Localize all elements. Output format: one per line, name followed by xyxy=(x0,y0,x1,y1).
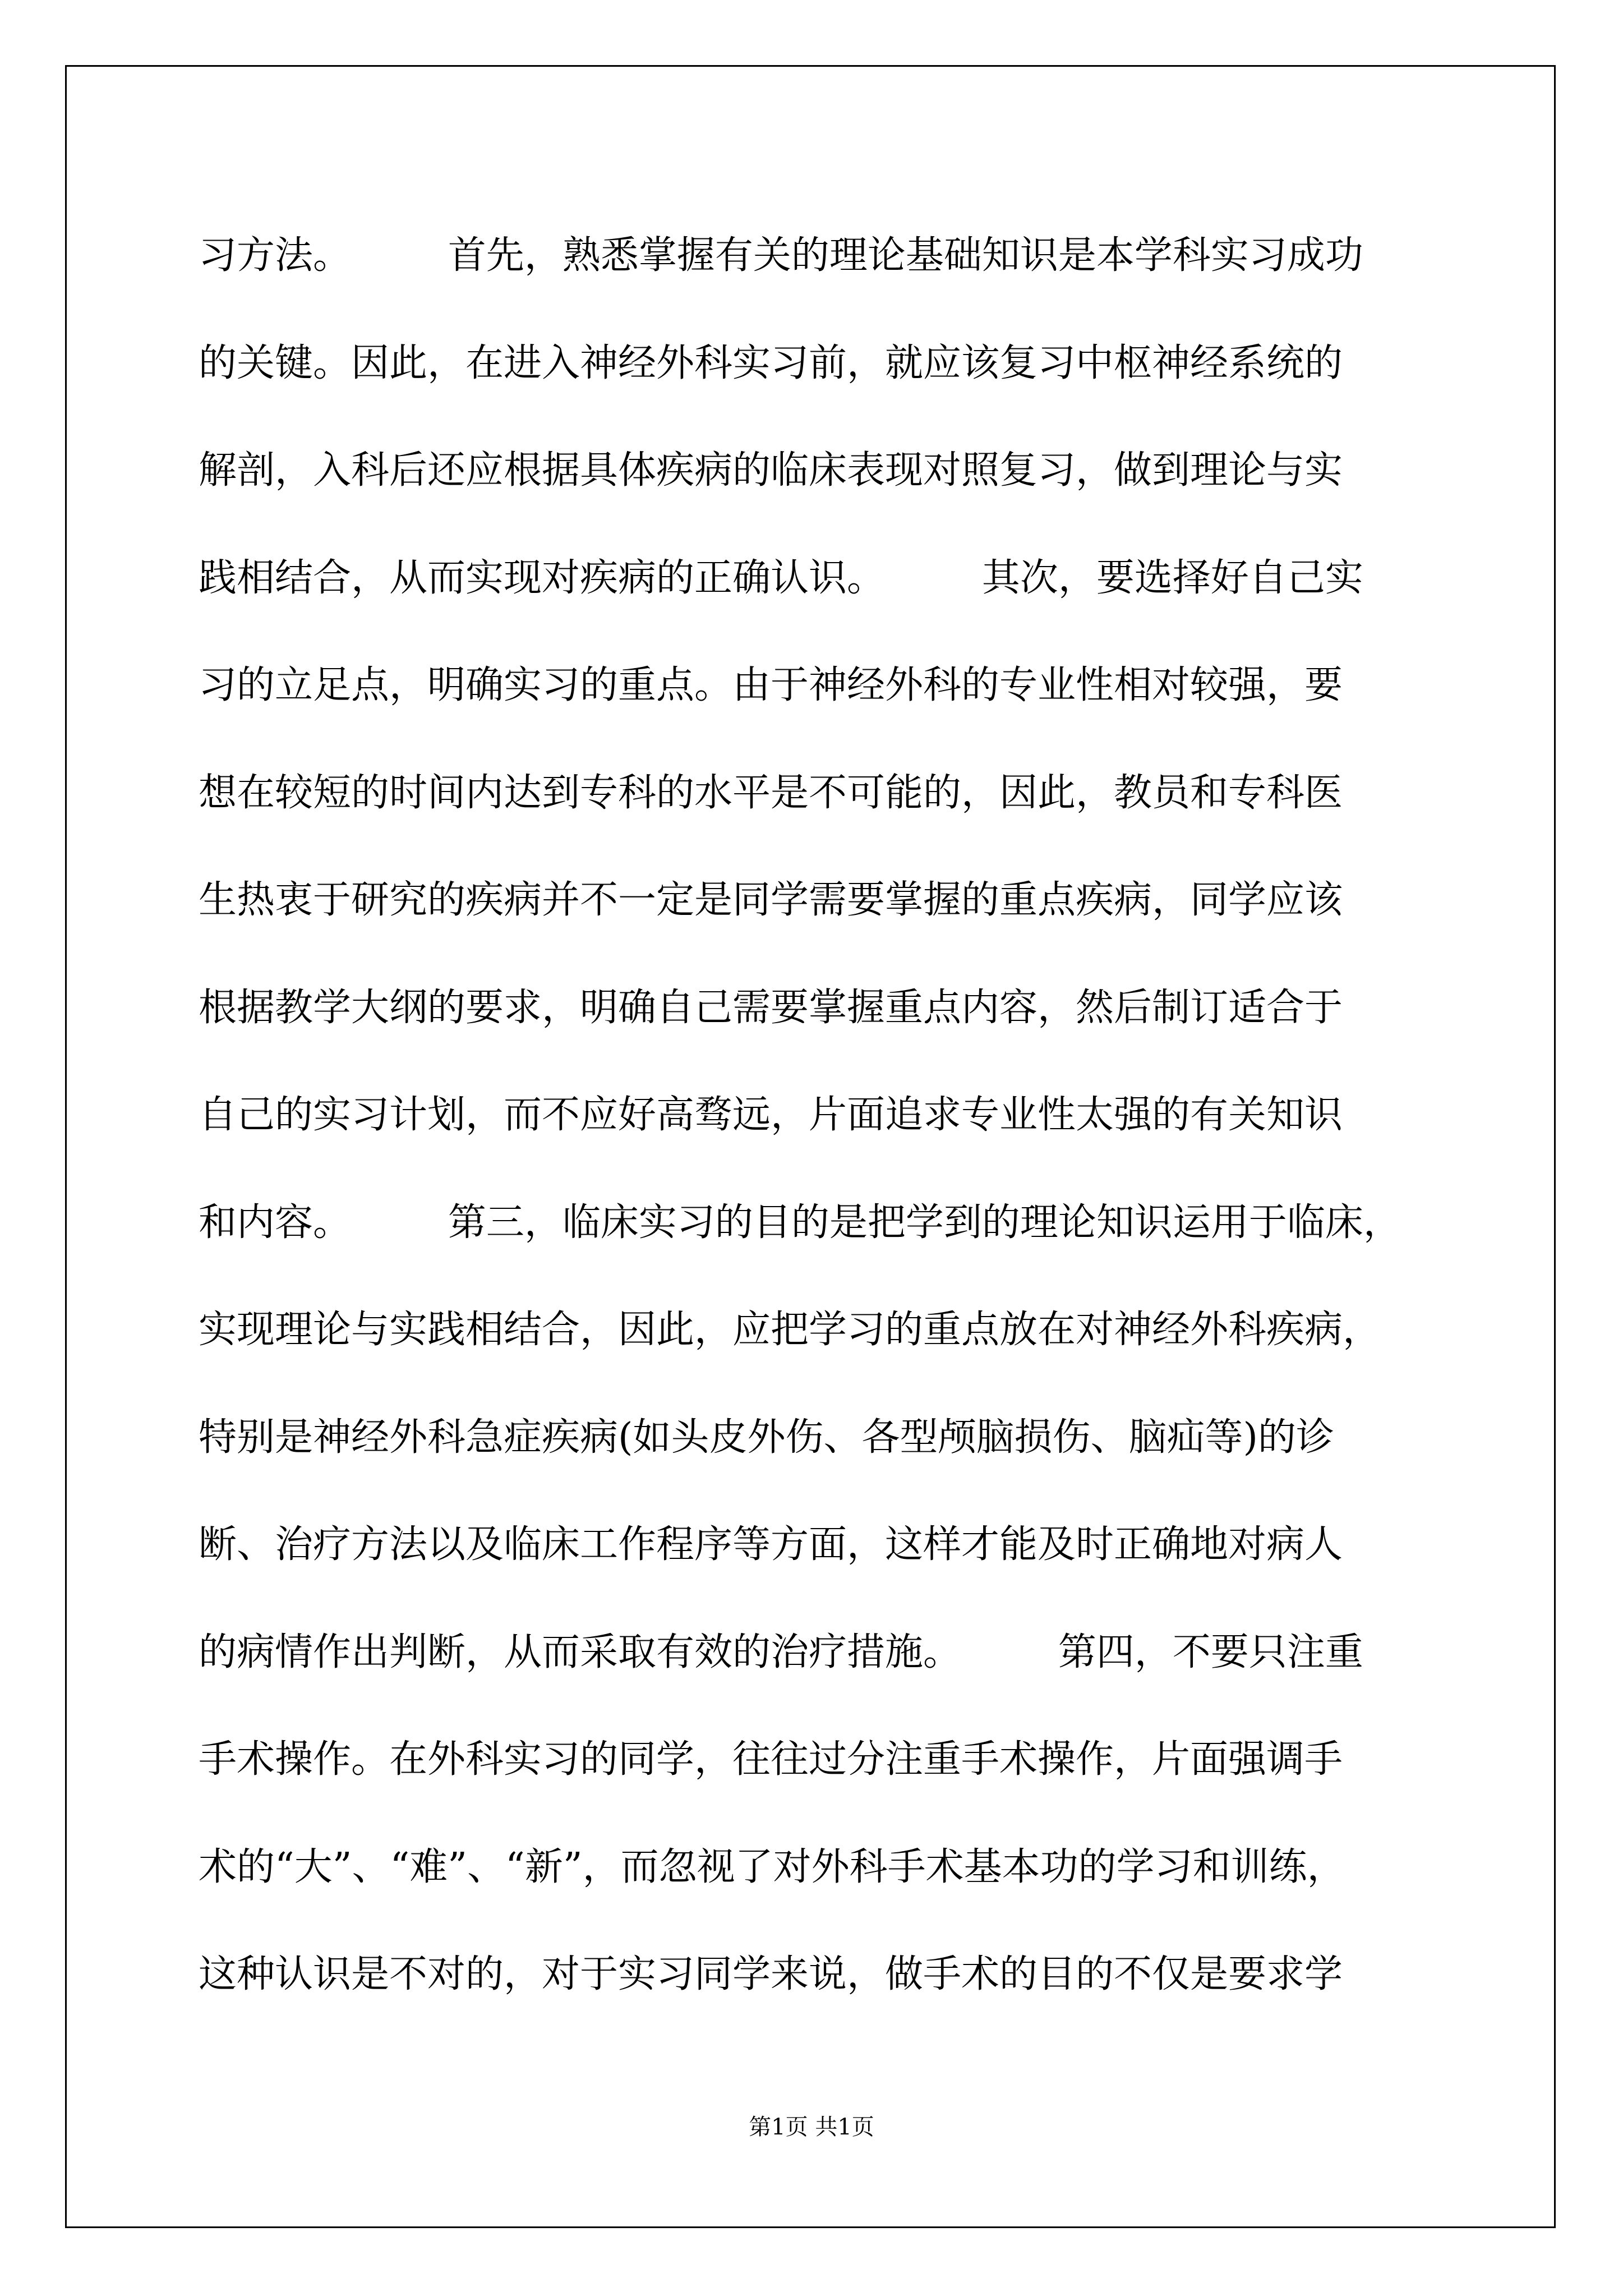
text-line: 生热衷于研究的疾病并不一定是同学需要掌握的重点疾病，同学应该 xyxy=(199,878,1343,922)
text-line: 的关键。因此，在进入神经外科实习前，就应该复习中枢神经系统的 xyxy=(199,341,1343,385)
text-line: 实现理论与实践相结合，因此，应把学习的重点放在对神经外科疾病， xyxy=(199,1308,1381,1352)
text-line: 和内容。 第三，临床实习的目的是把学到的理论知识运用于临床， xyxy=(199,1200,1401,1245)
text-line: 特别是神经外科急症疾病(如头皮外伤、各型颅脑损伤、脑疝等)的诊 xyxy=(199,1415,1335,1460)
text-line: 践相结合，从而实现对疾病的正确认识。 其次，要选择好自己实 xyxy=(199,555,1363,600)
text-line: 解剖，入科后还应根据具体疾病的临床表现对照复习，做到理论与实 xyxy=(199,448,1343,493)
text-line: 术的“大”、“难”、“新”，而忽视了对外科手术基本功的学习和训练， xyxy=(199,1844,1345,1889)
text-line: 习方法。 首先，熟悉掌握有关的理论基础知识是本学科实习成功 xyxy=(199,233,1363,278)
text-line: 自己的实习计划，而不应好高骛远，片面追求专业性太强的有关知识 xyxy=(199,1093,1343,1137)
page-footer xyxy=(0,2110,1623,2144)
text-line: 习的立足点，明确实习的重点。由于神经外科的专业性相对较强，要 xyxy=(199,663,1343,707)
text-line: 手术操作。在外科实习的同学，往往过分注重手术操作，片面强调手 xyxy=(199,1737,1343,1782)
text-line: 想在较短的时间内达到专科的水平是不可能的，因此，教员和专科医 xyxy=(199,770,1343,815)
body-text xyxy=(199,202,1432,2028)
text-line: 根据教学大纲的要求，明确自己需要掌握重点内容，然后制订适合于 xyxy=(199,985,1343,1030)
page-number-label: 第1页 共1页 xyxy=(749,2114,874,2140)
text-line: 这种认识是不对的，对于实习同学来说，做手术的目的不仅是要求学 xyxy=(199,1952,1343,1996)
text-line: 断、治疗方法以及临床工作程序等方面，这样才能及时正确地对病人 xyxy=(199,1522,1343,1567)
text-line: 的病情作出判断，从而采取有效的治疗措施。 第四，不要只注重 xyxy=(199,1630,1363,1674)
